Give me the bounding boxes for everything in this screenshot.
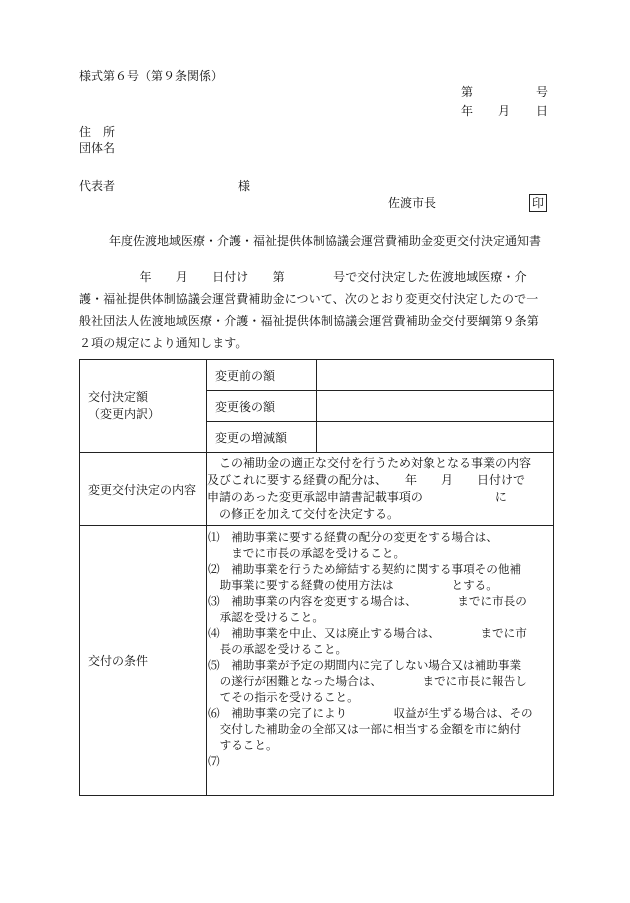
condition-line: ⑸ 補助事業が予定の期間内に完了しない場合又は補助事業 bbox=[208, 658, 522, 672]
condition-line: ⑴ 補助事業に要する経費の配分の変更をする場合は、 bbox=[208, 530, 498, 544]
condition-line: すること。 bbox=[208, 738, 278, 752]
change-line: 及びこれに要する経費の配分は、 年 月 日付けで bbox=[207, 473, 526, 487]
change-line: の修正を加えて交付を決定する。 bbox=[207, 507, 400, 521]
change-content-label: 変更交付決定の内容 bbox=[80, 453, 207, 526]
condition-item bbox=[208, 625, 549, 657]
diff-amount-value bbox=[317, 422, 554, 453]
condition-line: 交付した補助金の全部又は一部に相当する金額を市に納付 bbox=[208, 722, 522, 736]
form-label: 様式第６号（第９条関係） bbox=[79, 69, 224, 83]
body-line: 般社団法人佐渡地域医療・介護・福祉提供体制協議会運営費補助金交付要綱第９条第 bbox=[79, 314, 539, 328]
change-content-text bbox=[207, 453, 554, 526]
amount-label-cell bbox=[80, 360, 207, 453]
change-line: この補助金の適正な交付を行うため対象となる事業の内容 bbox=[207, 456, 532, 470]
body-line: 年 月 日付け 第 号で交付決定した佐渡地域医療・介 bbox=[79, 270, 527, 284]
condition-line: 承認を受けること。 bbox=[208, 610, 324, 624]
number-suffix: 号 bbox=[536, 85, 549, 99]
condition-item bbox=[208, 705, 549, 753]
mayor-title: 佐渡市長 bbox=[388, 196, 437, 210]
group-name-label: 団体名 bbox=[79, 141, 116, 155]
condition-item bbox=[208, 593, 549, 625]
date-day: 日 bbox=[536, 104, 549, 118]
honorific: 様 bbox=[238, 179, 251, 193]
condition-line: 長の承認を受けること。 bbox=[208, 642, 348, 656]
body-line: 護・福祉提供体制協議会運営費補助金について、次のとおり変更交付決定したので一 bbox=[79, 292, 539, 306]
condition-line: ⑺ bbox=[208, 754, 220, 768]
after-amount-value bbox=[317, 391, 554, 422]
condition-line: の遂行が困難となった場合は、 までに市長に報告し bbox=[208, 674, 527, 688]
document-title: 年度佐渡地域医療・介護・福祉提供体制協議会運営費補助金変更交付決定通知書 bbox=[109, 234, 542, 248]
address-label: 住 所 bbox=[79, 125, 116, 139]
representative-label: 代表者 bbox=[79, 179, 116, 193]
date-month: 月 bbox=[498, 104, 511, 118]
body-line: ２項の規定により通知します。 bbox=[79, 336, 248, 350]
number-prefix: 第 bbox=[461, 85, 474, 99]
decision-table bbox=[79, 359, 554, 796]
condition-item bbox=[208, 753, 549, 769]
seal-box: 印 bbox=[529, 194, 547, 212]
condition-line: ⑵ 補助事業を行うため締結する契約に関する事項その他補 bbox=[208, 562, 522, 576]
condition-item bbox=[208, 657, 549, 705]
condition-line: ⑹ 補助事業の完了により 収益が生ずる場合は、その bbox=[208, 706, 533, 720]
condition-line: ⑶ 補助事業の内容を変更する場合は、 までに市長の bbox=[208, 594, 527, 608]
diff-amount-label: 変更の増減額 bbox=[207, 422, 317, 453]
condition-line: までに市長の承認を受けること。 bbox=[208, 546, 406, 560]
condition-item bbox=[208, 529, 549, 561]
body-paragraph bbox=[79, 266, 553, 354]
before-amount-label: 変更前の額 bbox=[207, 360, 317, 391]
date-year: 年 bbox=[461, 104, 474, 118]
conditions-label: 交付の条件 bbox=[80, 526, 207, 796]
after-amount-label: 変更後の額 bbox=[207, 391, 317, 422]
amount-sublabel: （変更内訳） bbox=[88, 407, 161, 421]
change-line: 申請のあった変更承認申請書記載事項の に bbox=[207, 490, 507, 504]
amount-label: 交付決定額 bbox=[88, 390, 149, 404]
condition-item bbox=[208, 561, 549, 593]
condition-line: 助事業に要する経費の使用方法は とする。 bbox=[208, 578, 498, 592]
condition-line: てその指示を受けること。 bbox=[208, 690, 359, 704]
condition-line: ⑷ 補助事業を中止、又は廃止する場合は、 までに市 bbox=[208, 626, 527, 640]
before-amount-value bbox=[317, 360, 554, 391]
conditions-list bbox=[207, 526, 554, 796]
